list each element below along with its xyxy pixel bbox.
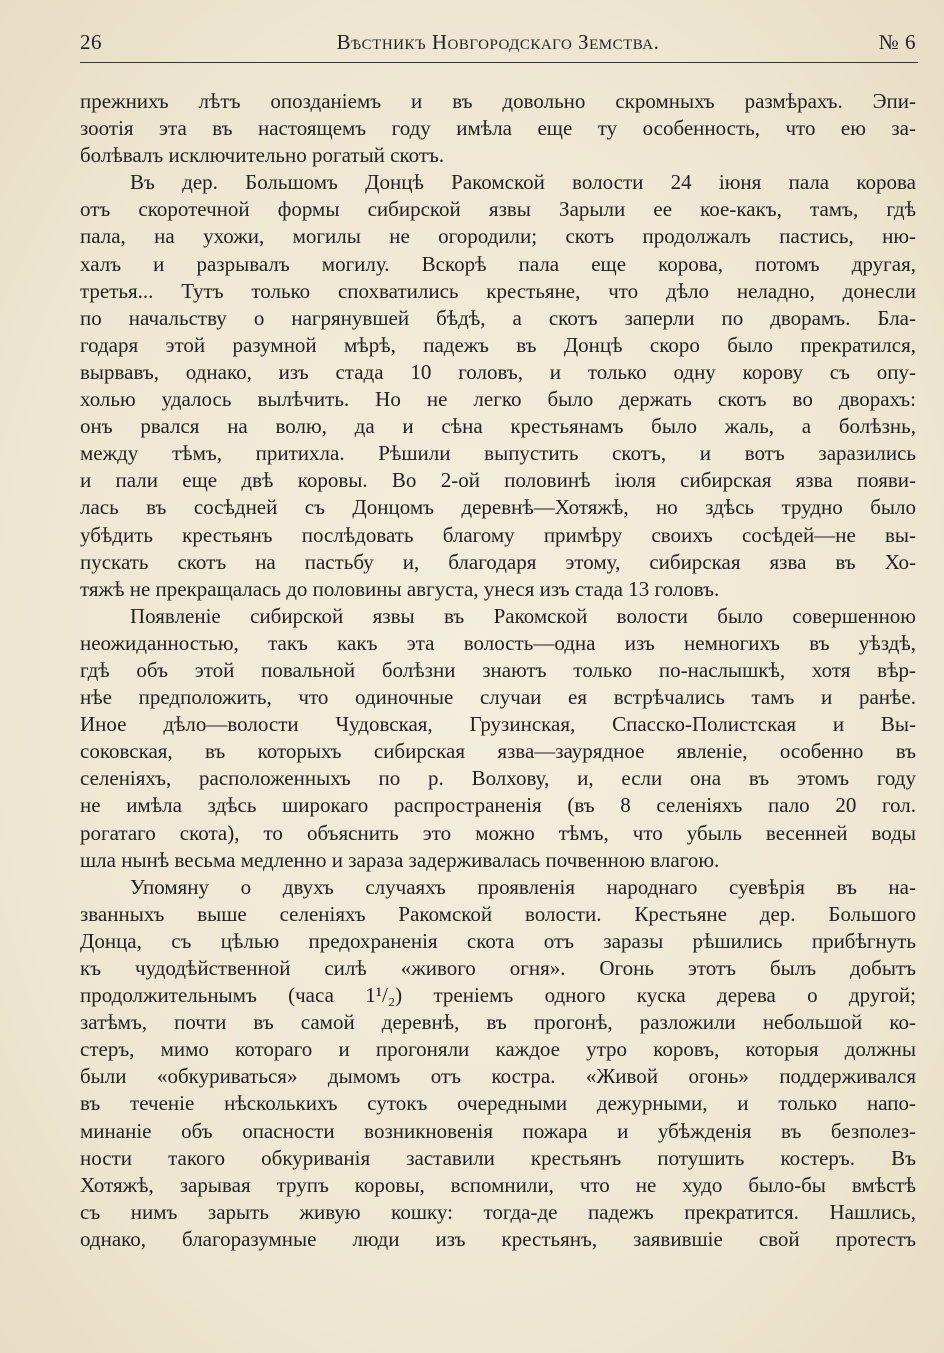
text-line: и пали еще двѣ коровы. Во 2-ой половинѣ іюля сибирская язва появи-: [80, 468, 916, 493]
header-rule: [80, 62, 918, 63]
issue-number: № 6: [878, 30, 916, 54]
text-line: неожиданностью, такъ какъ эта волость—одна изъ немногихъ въ уѣздѣ,: [80, 630, 916, 655]
text-line: прежнихъ лѣтъ опозданіемъ и въ довольно скромныхъ размѣрахъ. Эпи-: [80, 89, 916, 113]
text-line: третья... Тутъ только спохватились крестьяне, что дѣло неладно, донесли: [80, 278, 916, 303]
text-line: затѣмъ, почти въ самой деревнѣ, въ прогонѣ, разложили небольшой ко-: [80, 1010, 916, 1035]
text-line: однако, благоразумные люди изъ крестьянъ, заявившіе свой протестъ: [80, 1226, 916, 1251]
text-line: стеръ, мимо котораго и прогоняли каждое утро коровъ, которыя должны: [80, 1037, 916, 1062]
text-line: соковская, въ которыхъ сибирская язва—заурядное явленіе, особенно въ: [80, 739, 916, 764]
text-line: Въ дер. Большомъ Донцѣ Ракомской волости 24 іюня пала корова: [130, 170, 916, 195]
page-number: 26: [80, 30, 102, 54]
text-line: зоотія эта въ настоящемъ году имѣла еще ту особенность, что ею за-: [80, 116, 916, 141]
text-line: онъ рвался на волю, да и сѣна крестьянамъ было жаль, а болѣзнь,: [80, 414, 916, 439]
body-text: [80, 88, 916, 1253]
text-line: продолжительнымъ (часа 1¹/₂) треніемъ одного куска дерева о другой;: [80, 983, 916, 1008]
text-line: въ теченіе нѣсколькихъ сутокъ очередными дежурными, и только напо-: [80, 1091, 916, 1116]
running-header: [80, 30, 916, 60]
text-line: съ нимъ зарыть живую кошку: тогда-де падежъ прекратится. Нашлись,: [80, 1199, 916, 1224]
text-line: шла нынѣ весьма медленно и зараза задерживалась почвенною влагою.: [80, 847, 720, 872]
text-line: были «обкуриваться» дымомъ отъ костра. «Живой огонь» поддерживался: [80, 1064, 916, 1089]
journal-title: Вѣстникъ Новгородскаго Земства.: [336, 30, 660, 54]
text-line: минаніе объ опасности возникновенія пожара и убѣжденія въ безполез-: [80, 1118, 916, 1143]
text-line: между тѣмъ, притихла. Рѣшили выпустить скотъ, и вотъ заразились: [80, 441, 916, 466]
text-line: Иное дѣло—волости Чудовская, Грузинская, Спасско-Полистская и Вы-: [80, 712, 916, 737]
text-line: къ чудодѣйственной силѣ «живого огня». Огонь этотъ былъ добытъ: [80, 956, 916, 980]
text-line: Упомяну о двухъ случаяхъ проявленія народнаго суевѣрія въ на-: [130, 874, 916, 899]
text-line: рогатаго скота), то объяснить это можно тѣмъ, что убыль весенней воды: [80, 820, 916, 845]
text-line: тяжѣ не прекращалась до половины августа, унеся изъ стада 13 головъ.: [80, 576, 720, 601]
text-line: холью удалось вылѣчить. Но не легко было держать скотъ во дворахъ:: [80, 387, 916, 412]
text-line: Донца, съ цѣлью предохраненія скота отъ заразы рѣшились прибѣгнуть: [80, 928, 916, 953]
text-line: не имѣла здѣсь широкаго распространенія (въ 8 селеніяхъ пало 20 гол.: [80, 793, 916, 818]
text-line: ности такого обкуриванія заставили крестьянъ потушить костеръ. Въ: [80, 1145, 916, 1170]
text-line: Появленіе сибирской язвы въ Ракомской волости было совершенною: [130, 603, 916, 628]
text-line: Хотяжѣ, зарывая трупъ коровы, вспомнили, что не худо было-бы вмѣстѣ: [80, 1172, 916, 1197]
text-line: вырвавъ, однако, изъ стада 10 головъ, и только одну корову съ опу-: [80, 359, 916, 384]
text-line: лась въ сосѣдней съ Донцомъ деревнѣ—Хотяжѣ, но здѣсь трудно было: [80, 495, 916, 520]
text-line: по начальству о нагрянувшей бѣдѣ, а скотъ заперли по дворамъ. Бла-: [80, 305, 916, 330]
text-line: годаря этой разумной мѣрѣ, падежъ въ Донцѣ скоро было прекратился,: [80, 332, 916, 357]
text-line: пускать скотъ на пастьбу и, благодаря этому, сибирская язва въ Хо-: [80, 549, 916, 574]
text-line: нѣе предположить, что одиночные случаи ея встрѣчались тамъ и ранѣе.: [80, 685, 916, 710]
text-line: гдѣ объ этой повальной болѣзни знаютъ только по-наслышкѣ, хотя вѣр-: [80, 657, 916, 682]
text-line: отъ скоротечной формы сибирской язвы Зарыли ее кое-какъ, тамъ, гдѣ: [80, 197, 916, 222]
text-line: халъ и разрывалъ могилу. Вскорѣ пала еще корова, потомъ другая,: [80, 251, 916, 276]
text-line: убѣдить крестьянъ послѣдовать благому примѣру своихъ сосѣдей—не вы-: [80, 522, 916, 547]
text-line: пала, на ухожи, могилы не огородили; скотъ продолжалъ пастись, ню-: [80, 224, 916, 249]
text-line: болѣвалъ исключительно рогатый скотъ.: [80, 143, 445, 168]
text-line: званныхъ выше селеніяхъ Ракомской волости. Крестьяне дер. Большого: [80, 901, 916, 926]
text-line: селеніяхъ, расположенныхъ по р. Волхову, и, если она въ этомъ году: [80, 766, 916, 791]
